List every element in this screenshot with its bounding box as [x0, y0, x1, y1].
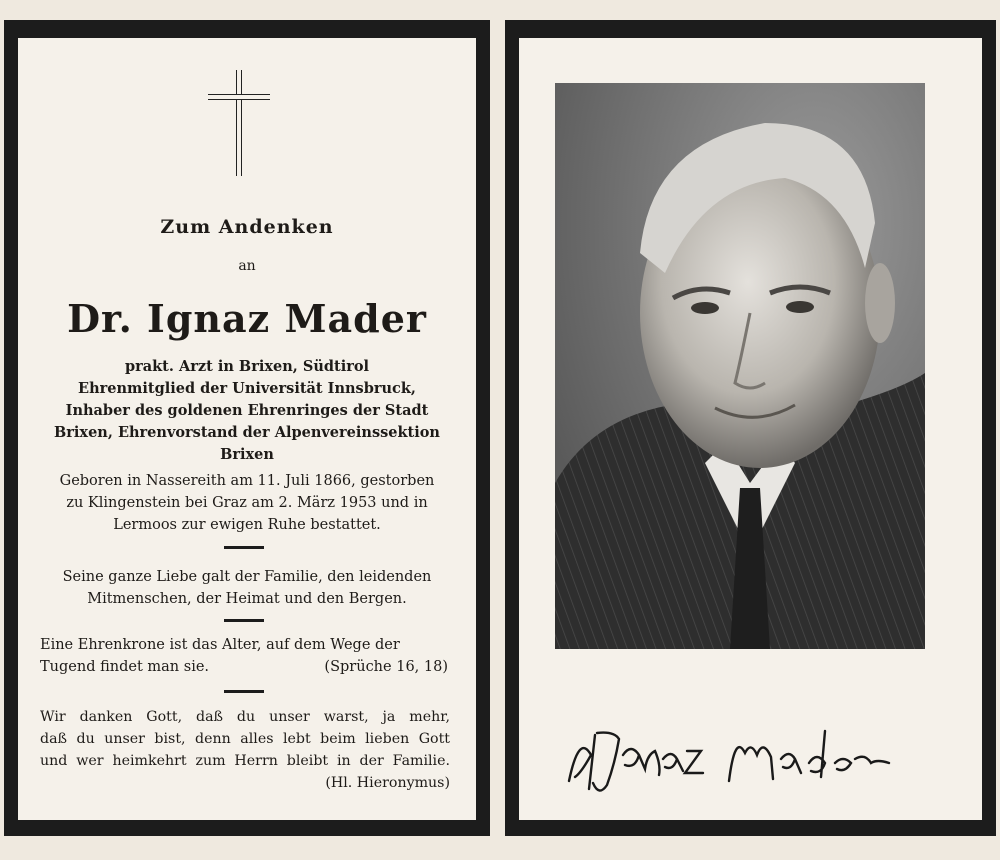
- thanks-line: daß du unser bist, denn alles lebt beim lieben Gott: [40, 731, 450, 747]
- dates-line: Lermoos zur ewigen Ruhe bestattet.: [113, 517, 381, 533]
- thanks-quote: [40, 706, 450, 794]
- love-paragraph: [18, 566, 476, 610]
- memorial-card-photo-panel: [505, 20, 996, 836]
- love-line: Mitmenschen, der Heimat und den Bergen.: [87, 591, 407, 607]
- memorial-card-text-panel: [4, 20, 490, 836]
- deceased-name: Dr. Ignaz Mader: [67, 296, 427, 341]
- title-line: Ehrenmitglied der Universität Innsbruck,: [78, 380, 416, 397]
- love-line: Seine ganze Liebe galt der Familie, den leidenden: [62, 569, 432, 585]
- portrait-photo: [555, 83, 925, 649]
- thanks-line: und wer heimkehrt zum Herrn bleibt in der Familie.: [40, 753, 450, 769]
- proverb-quote: [40, 634, 448, 678]
- title-line: Brixen: [220, 446, 274, 463]
- memorial-an: an: [238, 258, 256, 274]
- cross-bar: [208, 94, 270, 100]
- memorial-heading: Zum Andenken: [160, 216, 334, 238]
- proverb-source: (Sprüche 16, 18): [324, 659, 448, 675]
- handwritten-signature: [559, 693, 939, 803]
- divider: [224, 546, 264, 549]
- cross-icon: [236, 70, 242, 176]
- dates-line: Geboren in Nassereith am 11. Juli 1866, gestorben: [59, 473, 435, 489]
- divider: [224, 690, 264, 693]
- life-dates: [18, 470, 476, 536]
- divider: [224, 619, 264, 622]
- thanks-line: Wir danken Gott, daß du unser warst, ja mehr,: [40, 709, 450, 725]
- portrait-illustration: [555, 83, 925, 649]
- title-line: Brixen, Ehrenvorstand der Alpenvereinssektion: [54, 424, 440, 441]
- thanks-source: (Hl. Hieronymus): [325, 775, 450, 791]
- title-line: Inhaber des goldenen Ehrenringes der Stadt: [65, 402, 429, 419]
- title-line: prakt. Arzt in Brixen, Südtirol: [124, 358, 370, 375]
- proverb-line: Eine Ehrenkrone ist das Alter, auf dem Wege der: [40, 637, 400, 653]
- proverb-line: Tugend findet man sie.: [40, 659, 210, 675]
- dates-line: zu Klingenstein bei Graz am 2. März 1953 und in: [66, 495, 428, 511]
- deceased-titles: [18, 356, 476, 466]
